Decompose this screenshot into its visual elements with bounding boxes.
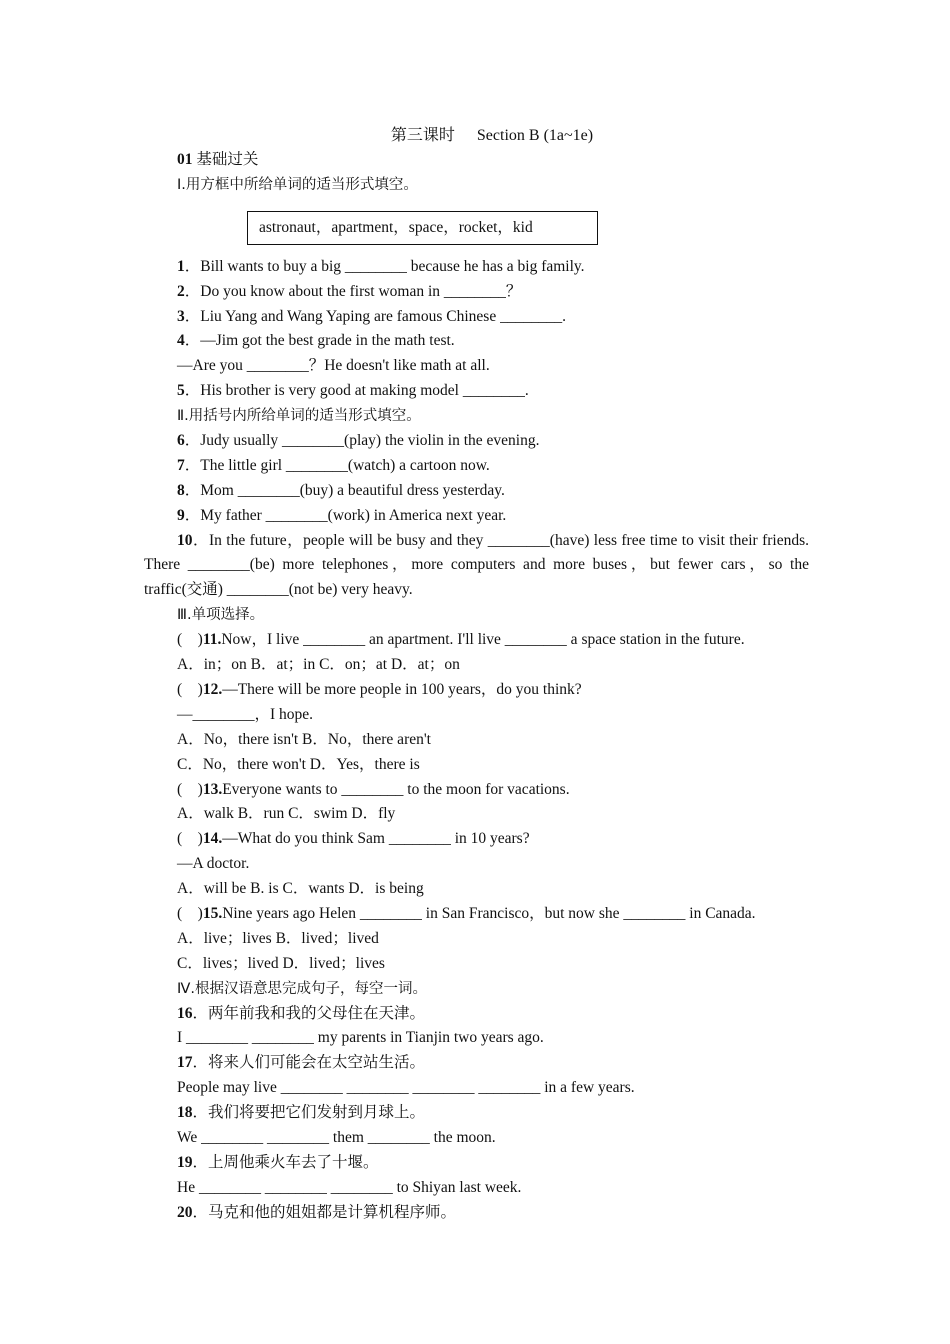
- question-5: 5．His brother is very good at making model ________.: [177, 382, 529, 400]
- part4-heading: Ⅳ.根据汉语意思完成句子，每空一词。: [177, 980, 427, 997]
- word-box: astronaut，apartment，space，rocket，kid: [247, 211, 598, 245]
- question-11: ( )11.Now，I live ________ an apartment. I'll live ________ a space station in the future.: [177, 631, 745, 649]
- question-4-reply: —Are you ________？He doesn't like math at all.: [177, 357, 490, 375]
- question-2: 2．Do you know about the first woman in ________？: [177, 282, 522, 300]
- question-13-options: A．walk B．run C．swim D．fly: [177, 805, 396, 823]
- part2-heading: Ⅱ.用括号内所给单词的适当形式填空。: [177, 408, 421, 425]
- question-17-cn: 17．将来人们可能会在太空站生活。: [177, 1054, 426, 1072]
- section-header: 01 基础过关: [177, 151, 259, 168]
- question-14: ( )14.—What do you think Sam ________ in 10 years?: [177, 830, 530, 848]
- question-16-en: I ________ ________ my parents in Tianjin two years ago.: [177, 1029, 544, 1047]
- question-17-en: People may live ________ ________ ________ ________ in a few years.: [177, 1079, 635, 1097]
- question-20-cn: 20．马克和他的姐姐都是计算机程序师。: [177, 1203, 457, 1221]
- worksheet-content: [144, 148, 809, 1226]
- question-19-en: He ________ ________ ________ to Shiyan last week.: [177, 1178, 522, 1196]
- question-10: 10．In the future，people will be busy and they ________(have) less free time to visit their friends. There ________(be) more telephones，more computers and more buses，but fewer cars，so the traffic(交通) ________(not be) very heavy.: [144, 531, 809, 599]
- part1-heading: Ⅰ.用方框中所给单词的适当形式填空。: [177, 176, 418, 193]
- question-13: ( )13.Everyone wants to ________ to the moon for vacations.: [177, 780, 570, 798]
- question-18-cn: 18．我们将要把它们发射到月球上。: [177, 1104, 426, 1122]
- question-12: ( )12.—There will be more people in 100 years，do you think?: [177, 680, 582, 698]
- question-7: 7．The little girl ________(watch) a cartoon now.: [177, 456, 490, 474]
- question-8: 8．Mom ________(buy) a beautiful dress yesterday.: [177, 481, 505, 499]
- question-12-options-1: A．No，there isn't B．No，there aren't: [177, 730, 431, 748]
- question-12-options-2: C．No，there won't D．Yes，there is: [177, 755, 420, 773]
- page-title: [0, 126, 950, 146]
- question-15-options-1: A．live；lives B．lived；lived: [177, 929, 379, 947]
- question-15-options-2: C．lives；lived D．lived；lives: [177, 954, 385, 972]
- question-6: 6．Judy usually ________(play) the violin in the evening.: [177, 432, 540, 450]
- question-3: 3．Liu Yang and Wang Yaping are famous Chinese ________.: [177, 307, 566, 325]
- question-19-cn: 19．上周他乘火车去了十堰。: [177, 1153, 379, 1171]
- part3-heading: Ⅲ.单项选择。: [177, 607, 265, 624]
- question-1: 1．Bill wants to buy a big ________ because he has a big family.: [177, 257, 585, 275]
- question-18-en: We ________ ________ them ________ the moon.: [177, 1129, 496, 1146]
- question-14-options: A．will be B. is C．wants D．is being: [177, 880, 424, 898]
- question-9: 9．My father ________(work) in America next year.: [177, 506, 507, 524]
- title-cn: 第三课时: [390, 127, 455, 144]
- question-12-reply: —________，I hope.: [177, 705, 314, 723]
- question-16-cn: 16．两年前我和我的父母住在天津。: [177, 1004, 426, 1022]
- question-4: 4．—Jim got the best grade in the math test.: [177, 332, 455, 350]
- title-en: Section B (1a~1e): [476, 127, 594, 144]
- question-14-reply: —A doctor.: [177, 855, 250, 873]
- question-15: ( )15.Nine years ago Helen ________ in San Francisco，but now she ________ in Canada.: [177, 904, 756, 922]
- question-11-options: A．in；on B．at；in C．on；at D．at；on: [177, 656, 460, 674]
